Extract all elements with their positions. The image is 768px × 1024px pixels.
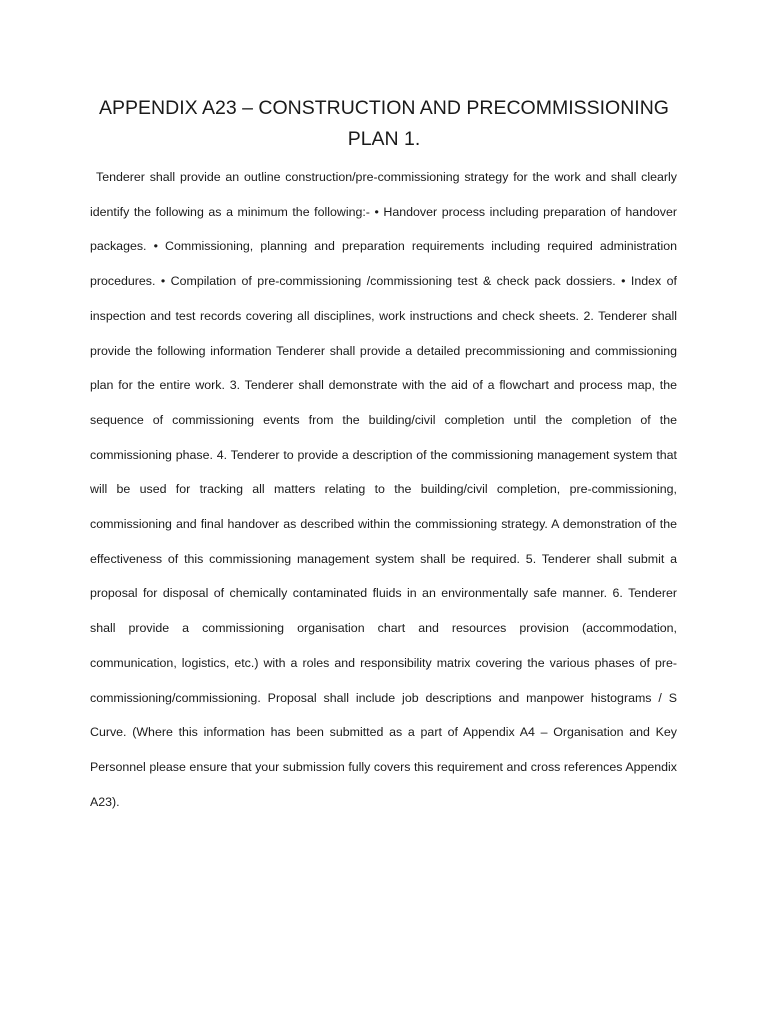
document-body-paragraph: Tenderer shall provide an outline construction/pre-commissioning strategy for the work and shall clearly identify the following as a minimum the following:- • Handover process including preparation of handover packages. • Commissioning, planning and preparation requirements including required administration procedures. • Compilation of pre-commissioning /commissioning test & check pack dossiers. • Index of inspection and test records covering all disciplines, work instructions and check sheets. 2. Tenderer shall provide the following information Tenderer shall provide a detailed precommissioning and commissioning plan for the entire work. 3. Tenderer shall demonstrate with the aid of a flowchart and process map, the sequence of commissioning events from the building/civil completion until the completion of the commissioning phase. 4. Tenderer to provide a description of the commissioning management system that will be used for tracking all matters relating to the building/civil completion, pre-commissioning, commissioning and final handover as described within the commissioning strategy. A demonstration of the effectiveness of this commissioning management system shall be required. 5. Tenderer shall submit a proposal for disposal of chemically contaminated fluids in an environmentally safe manner. 6. Tenderer shall provide a commissioning organisation chart and resources provision (accommodation, communication, logistics, etc.) with a roles and responsibility matrix covering the various phases of pre-commissioning/commissioning. Proposal shall include job descriptions and manpower histograms / S Curve. (Where this information has been submitted as a part of Appendix A4 – Organisation and Key Personnel please ensure that your submission fully covers this requirement and cross references Appendix A23). (90, 170, 677, 809)
document-title: APPENDIX A23 – CONSTRUCTION AND PRECOMMISSIONING PLAN 1. (99, 97, 669, 150)
